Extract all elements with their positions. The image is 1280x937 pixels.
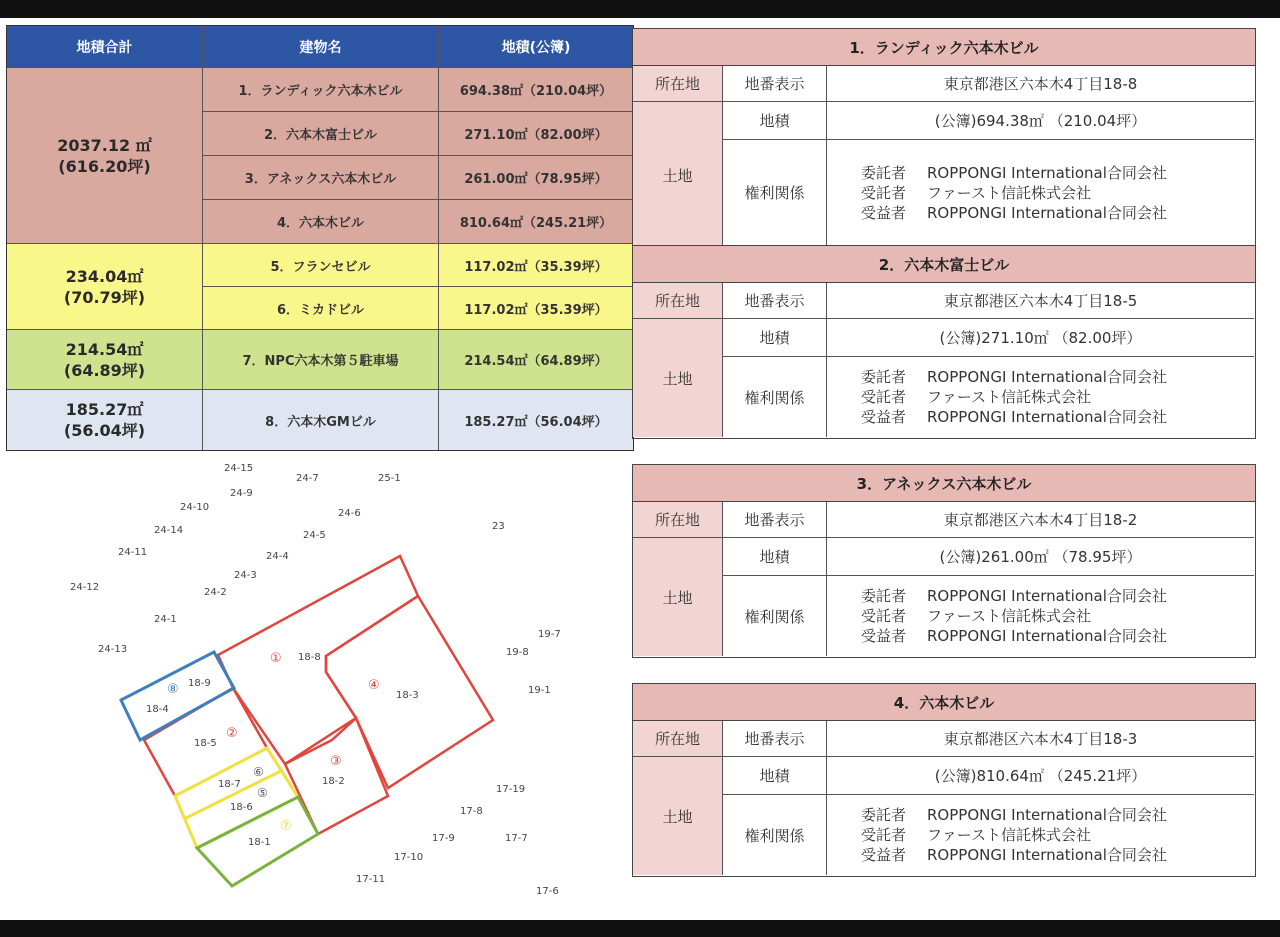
rights-list [827,795,1254,875]
lot-label: 19-7 [538,629,561,640]
marker-5: ⑤ [257,786,268,800]
area-value: (公簿)271.10㎡ （82.00坪） [827,319,1254,357]
lot-label: 18-1 [248,837,271,848]
lot-label: 25-1 [378,473,401,484]
lot-label: 24-5 [303,530,326,541]
trustee-label: 受託者 [861,826,907,844]
beneficiary-label: 受益者 [861,203,907,222]
beneficiary-label: 受益者 [861,846,907,864]
trustee-label: 受託者 [861,388,907,406]
beneficiary-label: 受益者 [861,408,907,426]
row-name-7: 7．NPC六本木第５駐車場 [203,330,439,390]
beneficiary-value: ROPPONGI International合同会社 [927,203,1167,222]
trustor-value: ROPPONGI International合同会社 [927,806,1167,824]
lot-label: 18-9 [188,678,211,689]
beneficiary-value: ROPPONGI International合同会社 [927,846,1167,864]
row-area-6: 117.02㎡（35.39坪） [439,287,633,330]
marker-8: ⑧ [167,682,179,697]
area-value: (公簿)694.38㎡ （210.04坪） [827,102,1254,140]
lot-label: 24-13 [98,644,128,655]
lot-label: 17-10 [394,852,424,863]
lot-label: 18-8 [298,652,321,663]
area-label: 地積 [723,319,827,357]
location-label: 所在地 [633,283,723,319]
trustor-label: 委託者 [861,368,907,386]
lot-display-label: 地番表示 [723,502,827,538]
lot-label: 24-1 [154,614,177,625]
area-label: 地積 [723,757,827,795]
rights-label: 権利関係 [723,140,827,245]
lot-label: 24-11 [118,547,148,558]
rights-list [827,140,1254,245]
lot-label: 24-4 [266,551,289,562]
lot-display-label: 地番表示 [723,66,827,102]
card-title: 4．六本木ビル [632,683,1256,721]
rights-label: 権利関係 [723,795,827,875]
land-label: 土地 [633,319,723,437]
trustee-value: ファースト信託株式会社 [927,388,1091,406]
marker-6: ⑥ [253,765,264,779]
lot-label: 19-1 [528,685,551,696]
trustee-value: ファースト信託株式会社 [927,183,1091,202]
marker-4: ④ [368,678,380,693]
row-area-8: 185.27㎡（56.04坪） [439,390,633,450]
beneficiary-value: ROPPONGI International合同会社 [927,408,1167,426]
address-value: 東京都港区六本木4丁目18-5 [827,283,1254,319]
trustee-value: ファースト信託株式会社 [927,826,1091,844]
address-value: 東京都港区六本木4丁目18-2 [827,502,1254,538]
lot-label: 24-3 [234,570,257,581]
lot-label: 24-14 [154,525,184,536]
scan-border-bottom [0,920,1280,937]
lot-label: 17-7 [505,833,528,844]
address-value: 東京都港区六本木4丁目18-3 [827,721,1254,757]
row-name-3: 3．アネックス六本木ビル [203,156,439,200]
lot-label: 18-7 [218,779,241,790]
marker-1: ① [270,651,282,666]
lot-display-label: 地番表示 [723,283,827,319]
group-total-red: 2037.12 ㎡ (616.20坪) [7,68,203,244]
scan-border-top [0,0,1280,18]
trustor-value: ROPPONGI International合同会社 [927,163,1167,182]
trustee-label: 受託者 [861,607,907,625]
header-total-area: 地積合計 [7,26,203,68]
lot-label: 17-19 [496,784,526,795]
lot-label: 23 [492,521,505,532]
row-name-6: 6．ミカドビル [203,287,439,330]
area-value: (公簿)810.64㎡ （245.21坪） [827,757,1254,795]
row-name-4: 4．六本木ビル [203,200,439,244]
row-name-2: 2．六本木富士ビル [203,112,439,156]
marker-7: ⑦ [280,819,292,834]
row-area-4: 810.64㎡（245.21坪） [439,200,633,244]
property-card-4 [632,683,1256,903]
header-registered-area: 地積(公簿) [439,26,633,68]
row-area-1: 694.38㎡（210.04坪） [439,68,633,112]
group-total-blue: 185.27㎡ (56.04坪) [7,390,203,450]
row-area-7: 214.54㎡（64.89坪） [439,330,633,390]
property-card-2 [632,245,1256,465]
row-area-2: 271.10㎡（82.00坪） [439,112,633,156]
land-area-summary-table [6,25,634,451]
lot-label: 24-10 [180,502,210,513]
lot-label: 17-11 [356,874,386,885]
trustor-value: ROPPONGI International合同会社 [927,587,1167,605]
land-label: 土地 [633,538,723,656]
area-label: 地積 [723,538,827,576]
rights-label: 権利関係 [723,357,827,437]
card-title: 1．ランディック六本木ビル [632,28,1256,66]
property-card-1 [632,28,1256,248]
lot-label: 19-8 [506,647,529,658]
lot-label: 17-9 [432,833,455,844]
lot-label: 24-7 [296,473,319,484]
lot-label: 24-9 [230,488,253,499]
rights-label: 権利関係 [723,576,827,656]
beneficiary-value: ROPPONGI International合同会社 [927,627,1167,645]
marker-2: ② [226,726,238,741]
lot-label: 24-12 [70,582,100,593]
lot-label: 17-8 [460,806,483,817]
lot-label: 24-15 [224,463,254,474]
row-area-5: 117.02㎡（35.39坪） [439,244,633,287]
row-name-1: 1．ランディック六本木ビル [203,68,439,112]
card-title: 3．アネックス六本木ビル [632,464,1256,502]
lot-label: 18-4 [146,704,169,715]
lot-map [60,456,620,906]
land-label: 土地 [633,102,723,248]
lot-label: 18-2 [322,776,345,787]
trustor-value: ROPPONGI International合同会社 [927,368,1167,386]
group-total-yellow: 234.04㎡ (70.79坪) [7,244,203,330]
marker-3: ③ [330,754,342,769]
row-name-8: 8．六本木GMビル [203,390,439,450]
trustee-value: ファースト信託株式会社 [927,607,1091,625]
lot-label: 18-6 [230,802,253,813]
lot-label: 17-6 [536,886,559,897]
lot-label: 24-2 [204,587,227,598]
card-title: 2．六本木富士ビル [632,245,1256,283]
address-value: 東京都港区六本木4丁目18-8 [827,66,1254,102]
header-building-name: 建物名 [203,26,439,68]
location-label: 所在地 [633,502,723,538]
trustor-label: 委託者 [861,806,907,824]
location-label: 所在地 [633,66,723,102]
location-label: 所在地 [633,721,723,757]
rights-list [827,576,1254,656]
beneficiary-label: 受益者 [861,627,907,645]
trustor-label: 委託者 [861,587,907,605]
land-label: 土地 [633,757,723,875]
trustee-label: 受託者 [861,183,907,202]
rights-list [827,357,1254,437]
group-total-green: 214.54㎡ (64.89坪) [7,330,203,390]
row-name-5: 5．フランセビル [203,244,439,287]
area-value: (公簿)261.00㎡ （78.95坪） [827,538,1254,576]
area-label: 地積 [723,102,827,140]
lot-display-label: 地番表示 [723,721,827,757]
trustor-label: 委託者 [861,163,907,182]
lot-label: 18-3 [396,690,419,701]
row-area-3: 261.00㎡（78.95坪） [439,156,633,200]
lot-label: 18-5 [194,738,217,749]
property-card-3 [632,464,1256,684]
lot-label: 24-6 [338,508,361,519]
